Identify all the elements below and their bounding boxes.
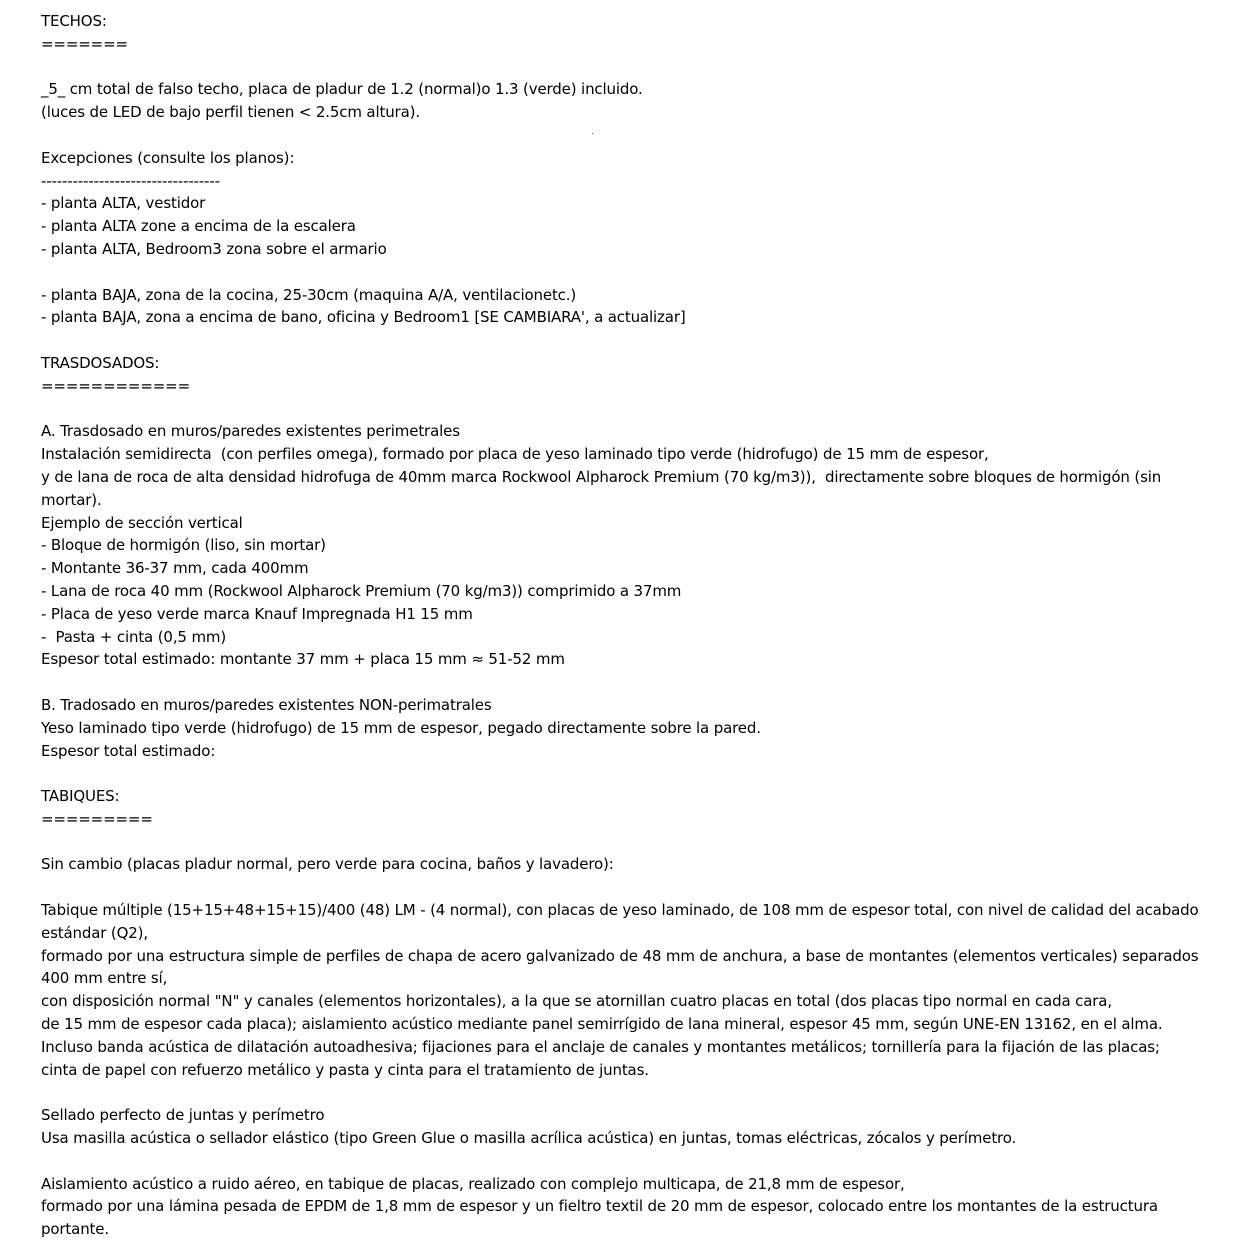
section-b-title: B. Tradosado en muros/paredes existentes NON-perimatrales [41, 695, 492, 714]
section-b-total: Espesor total estimado: [41, 741, 216, 760]
stray-dot [592, 133, 593, 134]
techos-heading: TECHOS: [41, 12, 107, 30]
blank-line [41, 56, 1241, 79]
section-a-example-item: - Lana de roca 40 mm (Rockwool Alpharock Premium (70 kg/m3)) comprimido a 37mm [41, 581, 682, 600]
section-a-example-item: - Montante 36-37 mm, cada 400mm [41, 559, 309, 578]
tabiques-heading: TABIQUES: [41, 787, 120, 806]
document-body [41, 10, 1241, 1241]
blank-line [41, 398, 1241, 421]
blank-line [41, 1081, 1241, 1104]
section-b-line: Yeso laminado tipo verde (hidrofugo) de 15 mm de espesor, pegado directamente sobre la pared. [41, 718, 761, 737]
insulation-line: formado por una lámina pesada de EPDM de 1,8 mm de espesor y un fieltro textil de 20 mm de espesor, colocado entre los montantes de la estructura [41, 1197, 1158, 1216]
tabiques-rule: ========= [41, 809, 153, 828]
insulation-line: Aislamiento acústico a ruido aéreo, en tabique de placas, realizado con complejo multicapa, de 21,8 mm de espesor, [41, 1174, 905, 1193]
section-a-line: Instalación semidirecta (con perfiles omega), formado por placa de yeso laminado tipo verde (hidrofugo) de 15 mm de espesor, [41, 445, 989, 464]
blank-line [41, 261, 1241, 284]
exception-item: - planta ALTA, Bedroom3 zona sobre el armario [41, 239, 387, 258]
insulation-line: portante. [41, 1220, 109, 1239]
section-a-title: A. Trasdosado en muros/paredes existentes perimetrales [41, 422, 460, 441]
section-a-line: mortar). [41, 490, 102, 509]
tabique-spec-line: de 15 mm de espesor cada placa); aislamiento acústico mediante panel semirrígido de lana mineral, espesor 45 mm, según UNE-EN 13162, en el alma. [41, 1015, 1163, 1034]
techos-line-1: _5_ cm total de falso techo, placa de pladur de 1.2 (normal)o 1.3 (verde) incluido. [41, 80, 643, 99]
blank-line [41, 329, 1241, 352]
exceptions-title: Excepciones (consulte los planos): [41, 148, 295, 167]
section-a-example-item: - Bloque de hormigón (liso, sin mortar) [41, 536, 326, 555]
trasdosados-heading: TRASDOSADOS: [41, 353, 160, 372]
techos-line-2: (luces de LED de bajo perfil tienen < 2.5cm altura). [41, 103, 420, 122]
exception-item: - planta BAJA, zona a encima de bano, oficina y Bedroom1 [SE CAMBIARA', a actualizar] [41, 308, 686, 327]
blank-line [41, 124, 1241, 147]
tabique-spec-line: 400 mm entre sí, [41, 969, 168, 988]
tabique-spec-line: formado por una estructura simple de perfiles de chapa de acero galvanizado de 48 mm de anchura, a base de montantes (elementos verticales) separados [41, 946, 1199, 965]
tabiques-intro: Sin cambio (placas pladur normal, pero verde para cocina, baños y lavadero): [41, 855, 614, 874]
exception-item: - planta BAJA, zona de la cocina, 25-30cm (maquina A/A, ventilacionetc.) [41, 285, 577, 304]
sealing-title: Sellado perfecto de juntas y perímetro [41, 1106, 325, 1125]
exception-item: - planta ALTA zone a encima de la escalera [41, 217, 356, 236]
sealing-line: Usa masilla acústica o sellador elástico (tipo Green Glue o masilla acrílica acústica) en juntas, tomas eléctricas, zócalos y perímetro. [41, 1129, 1017, 1148]
blank-line [41, 876, 1241, 899]
exceptions-rule: ---------------------------------- [41, 171, 220, 190]
blank-line [41, 831, 1241, 854]
section-a-line: y de lana de roca de alta densidad hidrofuga de 40mm marca Rockwool Alpharock Premium (70 kg/m3)), directamente sobre bloques de hormigón (sin [41, 467, 1162, 486]
section-a-example-item: - Pasta + cinta (0,5 mm) [41, 627, 227, 646]
tabique-spec-line: Tabique múltiple (15+15+48+15+15)/400 (48) LM - (4 normal), con placas de yeso laminado, de 108 mm de espesor total, con nivel de calidad del acabado [41, 901, 1199, 920]
blank-line [41, 671, 1241, 694]
tabique-spec-line: con disposición normal "N" y canales (elementos horizontales), a la que se atornillan cuatro placas en total (dos placas tipo normal en cada cara, [41, 992, 1112, 1011]
exception-item: - planta ALTA, vestidor [41, 194, 206, 213]
tabique-spec-line: estándar (Q2), [41, 923, 148, 942]
blank-line [41, 1150, 1241, 1173]
techos-rule: ======= [41, 34, 128, 53]
tabique-spec-line: Incluso banda acústica de dilatación autoadhesiva; fijaciones para el anclaje de canales y montantes metálicos; tornillería para la fijación de las placas; [41, 1037, 1160, 1056]
section-a-example-title: Ejemplo de sección vertical [41, 513, 243, 532]
section-a-total: Espesor total estimado: montante 37 mm + placa 15 mm ≈ 51-52 mm [41, 650, 565, 669]
trasdosados-rule: ============ [41, 376, 191, 395]
blank-line [41, 762, 1241, 785]
tabique-spec-line: cinta de papel con refuerzo metálico y pasta y cinta para el tratamiento de juntas. [41, 1060, 649, 1079]
section-a-example-item: - Placa de yeso verde marca Knauf Impregnada H1 15 mm [41, 604, 473, 623]
